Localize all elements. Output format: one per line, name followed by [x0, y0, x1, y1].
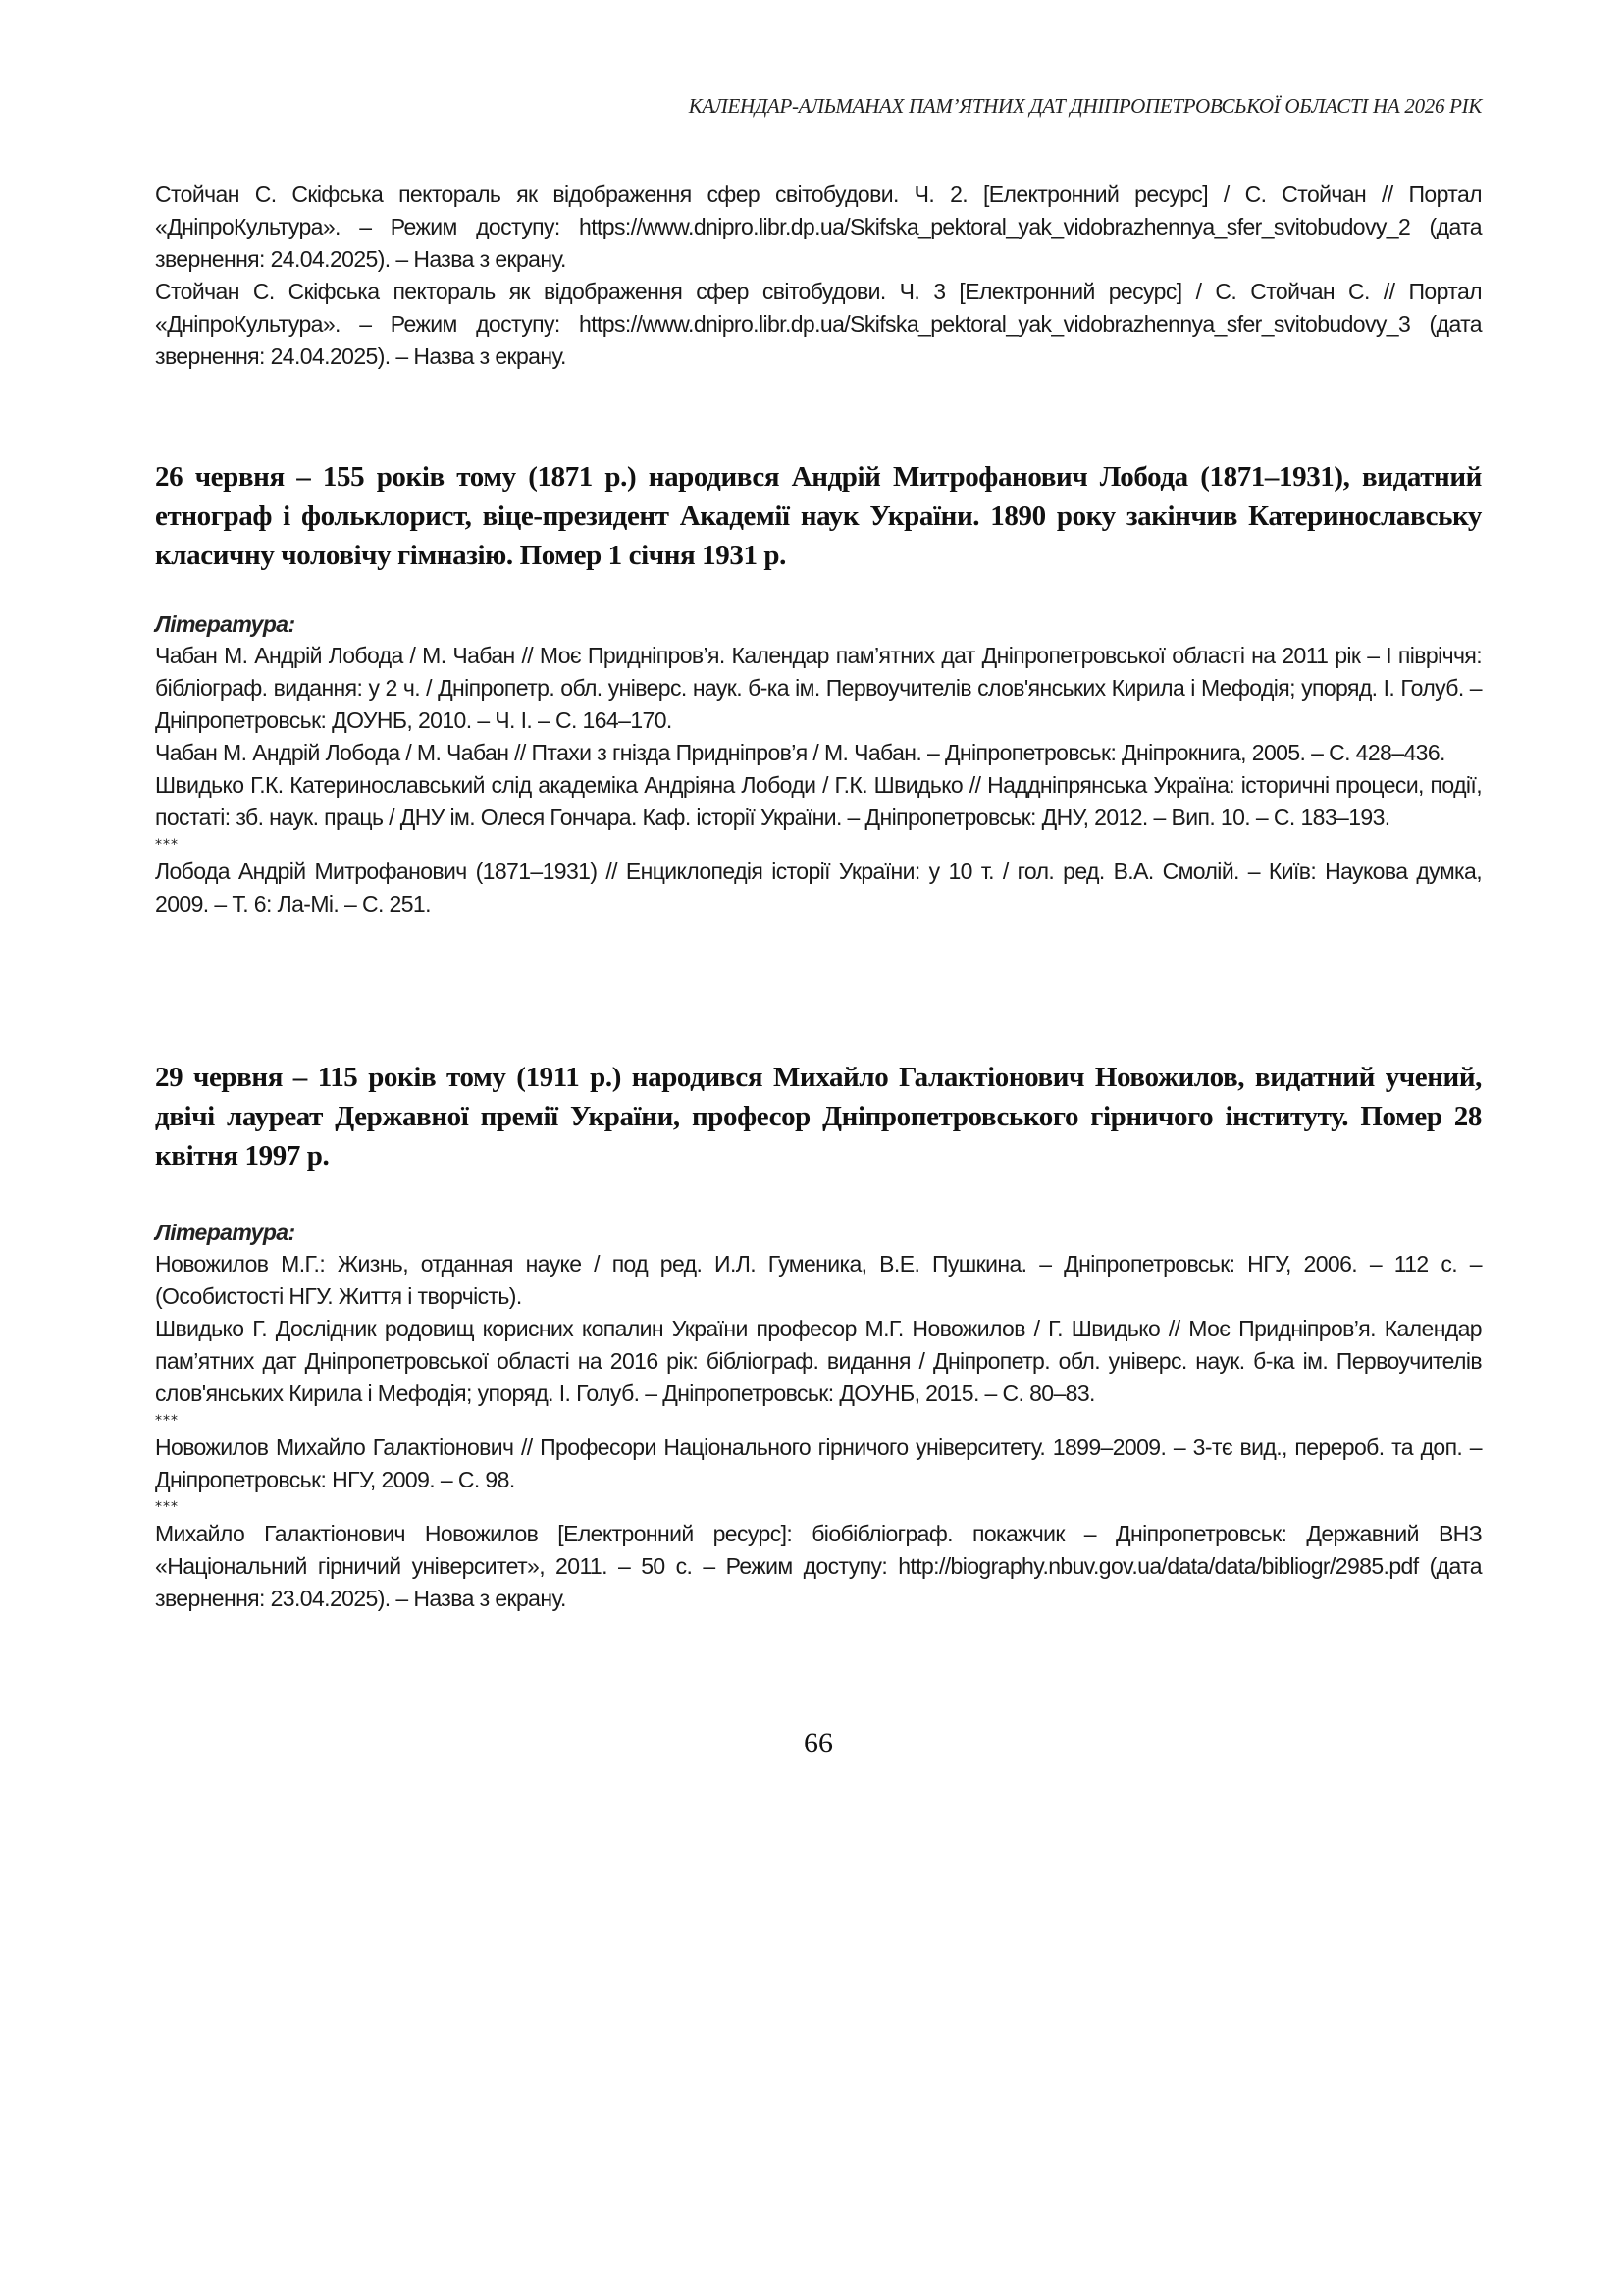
page-number: 66 — [804, 1727, 833, 1759]
literature-section-novozhylov — [155, 1217, 1482, 1615]
separator: *** — [155, 1413, 179, 1429]
bibliography-entry: Швидько Г. Дослідник родовищ корисних копалин України професор М.Г. Новожилов / Г. Швидько // Моє Придніпров’я. Календар пам’ятних дат Дніпропетровської області на 2016 рік: бібліограф. видання / Дніпропетр. обл. універс. наук. б-ка ім. Первоучителів слов'янських Кирила і Мефодія; упоряд. І. Голуб. – Дніпропетровськ: ДОУНБ, 2015. – С. 80–83. — [155, 1316, 1482, 1406]
literature-section-loboda — [155, 608, 1482, 920]
section-heading-loboda: 26 червня – 155 років тому (1871 р.) народився Андрій Митрофанович Лобода (1871–1931), видатний етнограф і фольклорист, віце-президент Академії наук України. 1890 року закінчив Катеринославську класичну чоловічу гімназію. Помер 1 січня 1931 р. — [155, 461, 1482, 571]
section-heading-novozhylov: 29 червня – 115 років тому (1911 р.) народився Михайло Галактіонович Новожилов, видатний учений, двічі лауреат Державної премії України, професор Дніпропетровського гірничого інституту. Помер 28 квітня 1997 р. — [155, 1062, 1482, 1172]
bibliography-entry: Новожилов Михайло Галактіонович // Професори Національного гірничого університету. 1899–2009. – 3-тє вид., перероб. та доп. – Дніпропетровськ: НГУ, 2009. – С. 98. — [155, 1434, 1482, 1492]
literature-label: Література: — [155, 1220, 295, 1245]
bibliography-entry: Михайло Галактіонович Новожилов [Електронний ресурс]: біобібліограф. покажчик – Дніпропетровськ: Державний ВНЗ «Національний гірничий університет», 2011. – 50 с. – Режим доступу: http://biography.nbuv.gov.ua/data/data/bibliogr/2985.pdf (дата звернення: 23.04.2025). – Назва з екрану. — [155, 1521, 1482, 1611]
separator: *** — [155, 1499, 179, 1515]
continuation-bibliography — [155, 179, 1482, 373]
bibliography-entry: Стойчан С. Скіфська пектораль як відображення сфер світобудови. Ч. 2. [Електронний ресурс] / С. Стойчан // Портал «ДніпроКультура». – Режим доступу: https://www.dnipro.libr.dp.ua/Skifska_pektoral_yak_vidobrazhennya_sfer_svitobudovy_2 (дата звернення: 24.04.2025). – Назва з екрану. — [155, 182, 1482, 272]
literature-label: Література: — [155, 611, 295, 637]
separator: *** — [155, 837, 179, 853]
bibliography-entry: Стойчан С. Скіфська пектораль як відображення сфер світобудови. Ч. 3 [Електронний ресурс] / С. Стойчан С. // Портал «ДніпроКультура». – Режим доступу: https://www.dnipro.libr.dp.ua/Skifska_pektoral_yak_vidobrazhennya_sfer_svitobudovy_3 (дата звернення: 24.04.2025). – Назва з екрану. — [155, 279, 1482, 369]
bibliography-entry: Чабан М. Андрій Лобода / М. Чабан // Моє Придніпров’я. Календар пам’ятних дат Дніпропетровської області на 2011 рік – І півріччя: бібліограф. видання: у 2 ч. / Дніпропетр. обл. універс. наук. б-ка ім. Первоучителів слов'янських Кирила і Мефодія; упоряд. І. Голуб. – Дніпропетровськ: ДОУНБ, 2010. – Ч. І. – С. 164–170. — [155, 643, 1482, 733]
bibliography-entry: Чабан М. Андрій Лобода / М. Чабан // Птахи з гнізда Придніпров’я / М. Чабан. – Дніпропетровськ: Дніпрокнига, 2005. – С. 428–436. — [155, 740, 1445, 765]
bibliography-entry: Лобода Андрій Митрофанович (1871–1931) // Енциклопедія історії України: у 10 т. / гол. ред. В.А. Смолій. – Київ: Наукова думка, 2009. – Т. 6: Ла-Мі. – С. 251. — [155, 859, 1482, 916]
running-header: КАЛЕНДАР-АЛЬМАНАХ ПАМ’ЯТНИХ ДАТ ДНІПРОПЕТРОВСЬКОЇ ОБЛАСТІ НА 2026 РІК — [688, 94, 1482, 118]
bibliography-entry: Швидько Г.К. Катеринославський слід академіка Андріяна Лободи / Г.К. Швидько // Наддніпрянська Україна: історичні процеси, події, постаті: зб. наук. праць / ДНУ ім. Олеся Гончара. Каф. історії України. – Дніпропетровськ: ДНУ, 2012. – Вип. 10. – С. 183–193. — [155, 772, 1482, 830]
bibliography-entry: Новожилов М.Г.: Жизнь, отданная науке / под ред. И.Л. Гуменика, В.Е. Пушкина. – Дніпропетровськ: НГУ, 2006. – 112 с. – (Особистості НГУ. Життя і творчість). — [155, 1251, 1482, 1309]
